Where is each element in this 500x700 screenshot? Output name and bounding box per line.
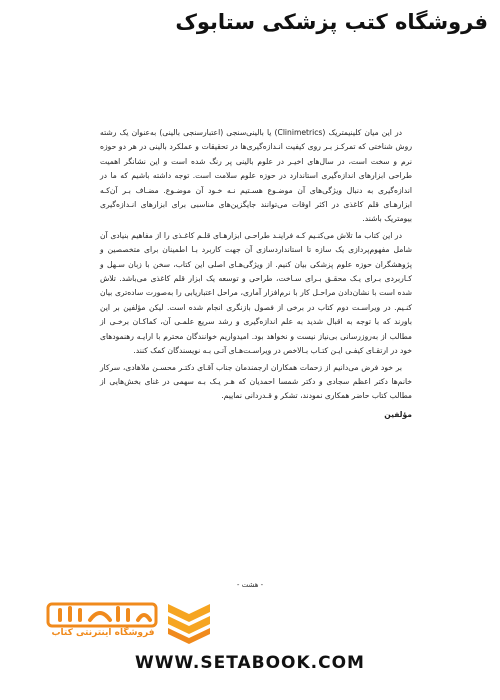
store-title: فروشگاه کتب پزشکی ستابوک bbox=[175, 10, 488, 34]
paragraph-intro: در این میان کلینیمتریک (Clinimetrics) یا بالینی‌سنجی (اعتبارسنجی بالینی) به‌عنوان یک رشته روش شناختی که تمرکـز بـر روی کیفیت انـدازه‌گیری‌ها در تحقیقات و عملکرد بالینی در هر دو حوزه نرم و سخت است، در سال‌های اخیـر در علوم بالینی پر رنگ شده است و این نشانگر اهمیت طراحی ابزارهای اندازه‌گیری استاندارد در حوزه علوم سلامت است. توجه داشته باشیم که ما در اندازه‌گیری به دنبال ویژگی‌های آن موضـوع هسـتیم نـه خـود آن موضـوع. مضـاف بـر آن‌کـه ابزارهـای قلم کاغذی در اکثر اوقات می‌توانند جایگزین‌های مناسبی برای ابزارهای انـدازه‌گیری بیومتریک باشند. bbox=[100, 128, 412, 224]
paragraph-acknowledgements: بر خود فرض می‌دانیم از زحمات همکاران ارجمندمان جناب آقـای دکتـر محسـن ملاهادی، سرکار خانم‌ها دکتر اعظم سجادی و دکتر شمسا احمدیان که هـر یـک بـه سهمی در غنای بخش‌هایی از مطالب کتاب حاضر همکاری نمودند، تشکر و قـدردانی نماییم. bbox=[100, 362, 412, 401]
page-number: - هشت - bbox=[236, 581, 264, 589]
document-body bbox=[100, 126, 412, 422]
book-chevron-icon bbox=[166, 600, 212, 644]
setabook-logo[interactable] bbox=[38, 600, 238, 644]
logo-wordmark-icon bbox=[46, 600, 158, 628]
paragraph-book-overview: در این کتاب ما تلاش می‌کنـیم کـه فراینـد طراحـی ابزارهـای قلـم کاغـذی را از مفاهیم بنیادی آن شامل مفهوم‌پردازی یک سازه تا استانداردسازی آن جهت کاربرد بـا اطمینان برای متخصصین و پژوهشگران حوزه علوم پزشکی بیان کنیم. از ویژگی‌هـای اصلی این کتاب، سخن با زبان سـهل و کـاربردی بـرای یـک محقـق بـرای سـاخت، طراحی و توسعه یک ابزار قلم کاغذی می‌باشد. تلاش شده است با نشان‌دادن مراحـل کار با نرم‌افزار آماری، مراحل اعتباریابی را به‌صورت ساده‌تری بیان کنـیم. در ویراسـت دوم کتاب در برخی از فصول بازنگری انجام شده است. لیکن مؤلفین بر این باورند که با توجه به اقبال شدید به علم اندازه‌گیری و رشد سریع علمـی آن، کماکـان برخـی از مطالب از به‌روزرسانی بی‌نیاز نیست و نخواهد بود. امیدواریم خوانندگان محترم با ارایـه رهنمودهای خود در ارتقـای کیفـی ایـن کتـاب بـالاخص در ویراسـت‌هـای آتـی بـه نویسندگان کمک کنند. bbox=[100, 230, 412, 356]
site-url[interactable]: WWW.SETABOOK.COM bbox=[135, 653, 365, 673]
logo-tagline: فروشگاه اینترنتی کتاب bbox=[51, 628, 155, 638]
authors-signature: مؤلفین bbox=[384, 409, 412, 419]
